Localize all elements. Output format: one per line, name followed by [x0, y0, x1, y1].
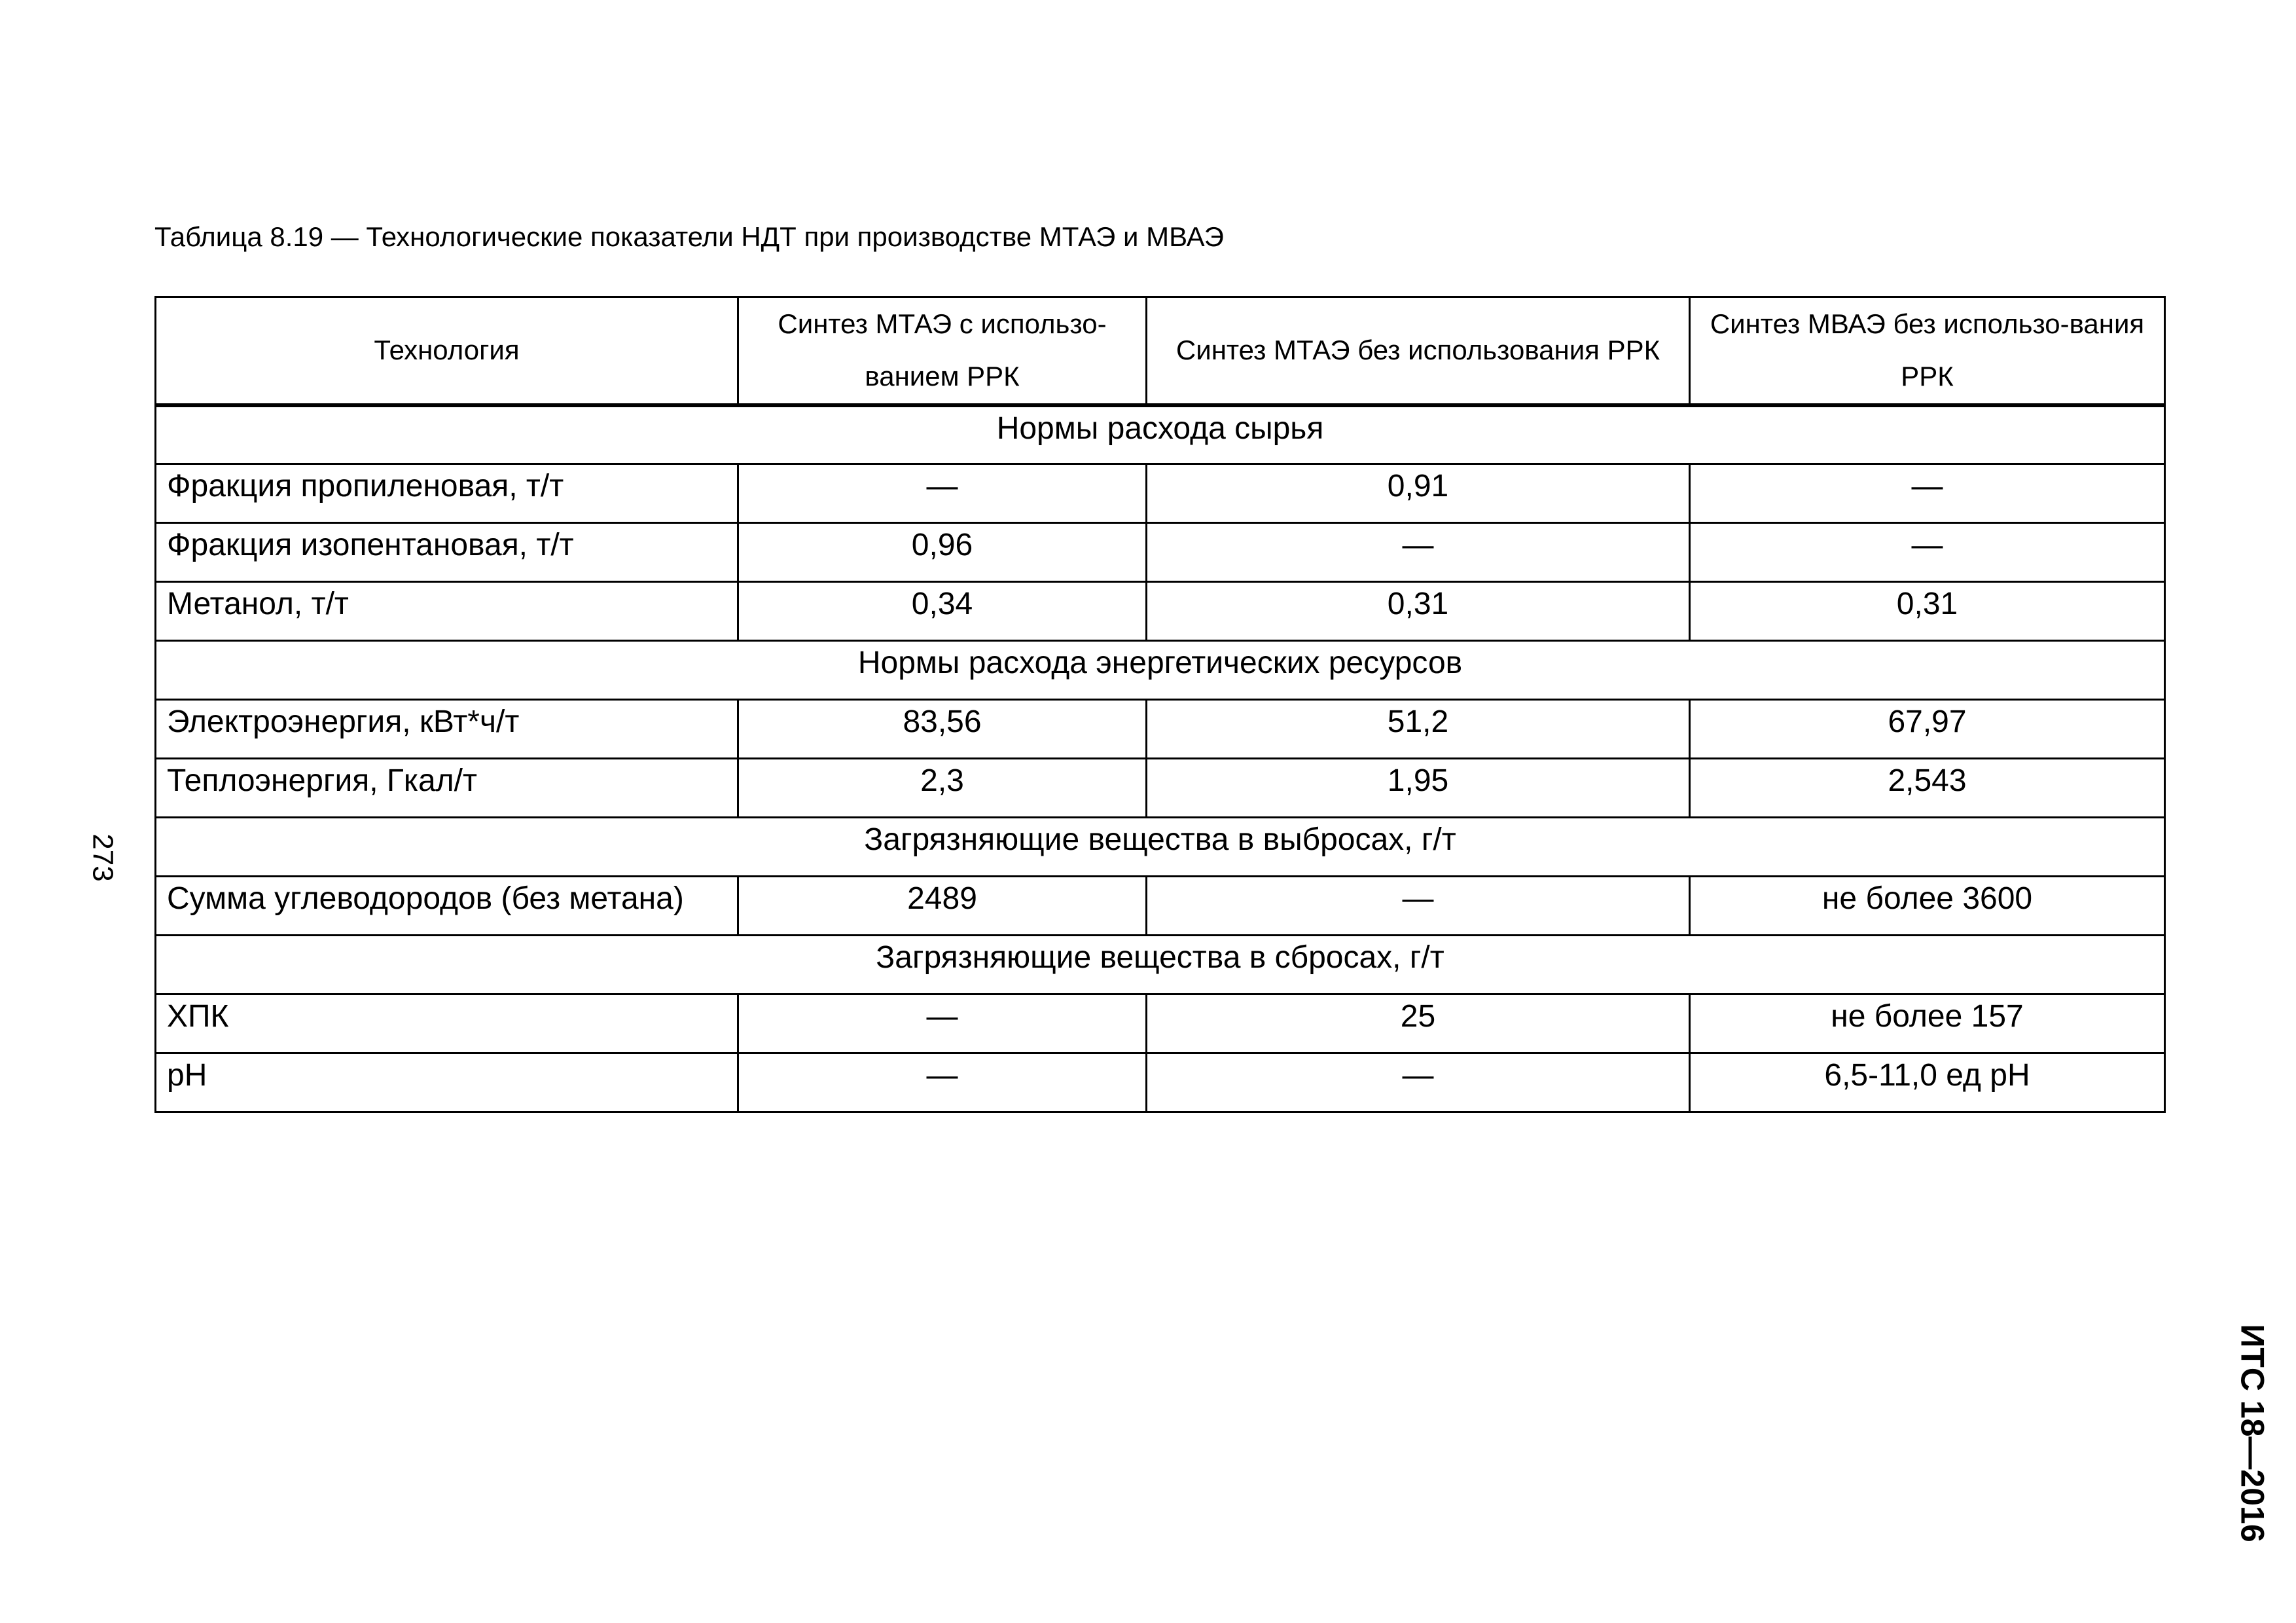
table-row — [156, 1053, 2165, 1112]
row-label: Метанол, т/т — [156, 582, 738, 641]
cell-mtae-without-rrk: 0,91 — [1147, 464, 1690, 523]
cell-mvae-without-rrk: — — [1690, 464, 2165, 523]
cell-mtae-with-rrk: 0,96 — [738, 523, 1147, 582]
cell-mvae-without-rrk: не более 157 — [1690, 994, 2165, 1053]
table-row — [156, 994, 2165, 1053]
cell-mtae-with-rrk: — — [738, 464, 1147, 523]
cell-mtae-without-rrk: 1,95 — [1147, 759, 1690, 818]
cell-mvae-without-rrk: 0,31 — [1690, 582, 2165, 641]
row-label: Сумма углеводородов (без метана) — [156, 877, 738, 936]
cell-mtae-without-rrk: — — [1147, 877, 1690, 936]
cell-mtae-without-rrk: 0,31 — [1147, 582, 1690, 641]
cell-mtae-without-rrk: 25 — [1147, 994, 1690, 1053]
table-row — [156, 759, 2165, 818]
cell-mtae-with-rrk: 2,3 — [738, 759, 1147, 818]
section-row — [156, 405, 2165, 464]
table-row — [156, 464, 2165, 523]
table-caption: Таблица 8.19 — Технологические показатели НДТ при производстве МТАЭ и МВАЭ — [154, 221, 1224, 252]
section-title: Нормы расхода сырья — [156, 405, 2165, 464]
row-label: Фракция изопентановая, т/т — [156, 523, 738, 582]
table-row — [156, 523, 2165, 582]
cell-mvae-without-rrk: 67,97 — [1690, 700, 2165, 759]
cell-mtae-without-rrk: — — [1147, 523, 1690, 582]
cell-mvae-without-rrk: 6,5-11,0 ед pH — [1690, 1053, 2165, 1112]
row-label: Теплоэнергия, Гкал/т — [156, 759, 738, 818]
cell-mtae-with-rrk: — — [738, 994, 1147, 1053]
table-row — [156, 700, 2165, 759]
document-id: ИТС 18—2016 — [2234, 1324, 2271, 1542]
cell-mvae-without-rrk: — — [1690, 523, 2165, 582]
section-row — [156, 818, 2165, 877]
cell-mtae-with-rrk: — — [738, 1053, 1147, 1112]
header-mtae-without-rrk: Синтез МТАЭ без использования РРК — [1147, 297, 1690, 405]
section-row — [156, 641, 2165, 700]
table-row — [156, 877, 2165, 936]
page-number: 273 — [86, 833, 119, 882]
table-row — [156, 582, 2165, 641]
section-title: Загрязняющие вещества в сбросах, г/т — [156, 936, 2165, 994]
cell-mtae-without-rrk: — — [1147, 1053, 1690, 1112]
cell-mtae-with-rrk: 0,34 — [738, 582, 1147, 641]
section-title: Загрязняющие вещества в выбросах, г/т — [156, 818, 2165, 877]
row-label: Электроэнергия, кВт*ч/т — [156, 700, 738, 759]
cell-mtae-without-rrk: 51,2 — [1147, 700, 1690, 759]
cell-mvae-without-rrk: 2,543 — [1690, 759, 2165, 818]
row-label: Фракция пропиленовая, т/т — [156, 464, 738, 523]
cell-mtae-with-rrk: 83,56 — [738, 700, 1147, 759]
row-label: pH — [156, 1053, 738, 1112]
table-header-row — [156, 297, 2165, 405]
cell-mtae-with-rrk: 2489 — [738, 877, 1147, 936]
header-technology: Технология — [156, 297, 738, 405]
header-mvae-without-rrk: Синтез МВАЭ без использо-вания РРК — [1690, 297, 2165, 405]
ndt-indicators-table — [154, 296, 2166, 1113]
header-mtae-with-rrk: Синтез МТАЭ с использо-ванием РРК — [738, 297, 1147, 405]
section-title: Нормы расхода энергетических ресурсов — [156, 641, 2165, 700]
row-label: ХПК — [156, 994, 738, 1053]
cell-mvae-without-rrk: не более 3600 — [1690, 877, 2165, 936]
section-row — [156, 936, 2165, 994]
